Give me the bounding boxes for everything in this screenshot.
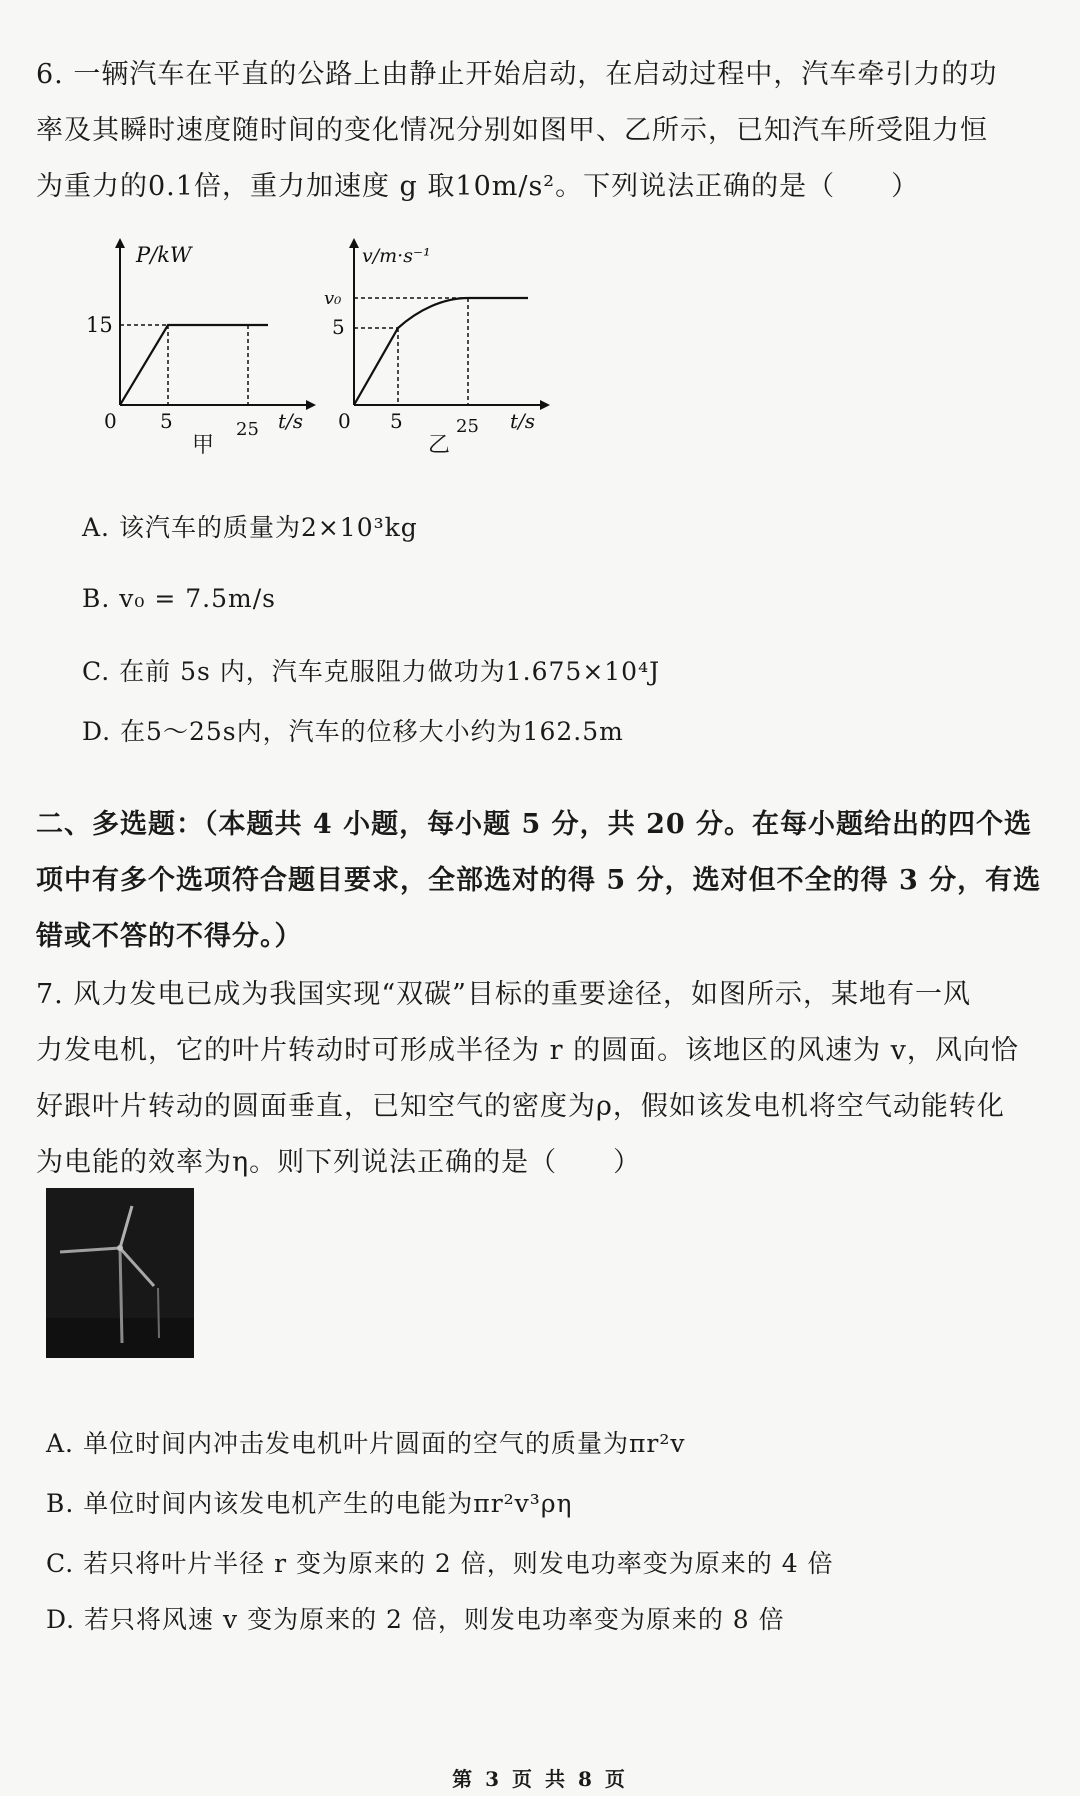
graph-caption-yi: 乙 — [428, 433, 451, 458]
y-axis-arrow — [115, 238, 125, 248]
section2-line-2: 项中有多个选项符合题目要求，全部选对的得 5 分，选对但不全的得 3 分，有选 — [36, 865, 1042, 896]
q7-option-c[interactable]: C. 若只将叶片半径 r 变为原来的 2 倍，则发电功率变为原来的 4 倍 — [46, 1549, 834, 1578]
section2-line-3: 错或不答的不得分。） — [36, 921, 303, 952]
x-tick-0: 0 — [104, 409, 117, 433]
q6-line-2: 率及其瞬时速度随时间的变化情况分别如图甲、乙所示，已知汽车所受阻力恒 — [36, 115, 988, 146]
power-time-graph — [80, 230, 320, 458]
turbine-tower-far — [158, 1288, 159, 1338]
turbine-hub — [117, 1245, 123, 1251]
x-tick-5: 5 — [390, 409, 403, 433]
q6-line-3: 为重力的0.1倍，重力加速度 g 取10m/s²。下列说法正确的是（ ） — [36, 171, 920, 202]
q7-option-b[interactable]: B. 单位时间内该发电机产生的电能为πr²v³ρη — [46, 1489, 573, 1518]
velocity-time-graph — [318, 230, 558, 458]
x-axis-arrow — [540, 400, 550, 410]
y-axis-arrow — [349, 238, 359, 248]
q6-option-c[interactable]: C. 在前 5s 内，汽车克服阻力做功为1.675×10⁴J — [82, 657, 661, 686]
graph-caption-jia: 甲 — [192, 433, 215, 458]
x-tick-25: 25 — [456, 416, 479, 437]
q7-option-d[interactable]: D. 若只将风速 v 变为原来的 2 倍，则发电功率变为原来的 8 倍 — [46, 1605, 785, 1634]
x-tick-0: 0 — [338, 409, 351, 433]
wind-turbine-photo — [46, 1188, 194, 1358]
q6-line-1: 6. 一辆汽车在平直的公路上由静止开始启动，在启动过程中，汽车牵引力的功 — [36, 59, 998, 90]
q7-line-4: 为电能的效率为η。则下列说法正确的是（ ） — [36, 1147, 642, 1178]
x-axis-label: t/s — [278, 409, 304, 433]
q7-option-a[interactable]: A. 单位时间内冲击发电机叶片圆面的空气的质量为πr²v — [46, 1429, 686, 1458]
x-tick-25: 25 — [236, 419, 259, 440]
q7-line-2: 力发电机，它的叶片转动时可形成半径为 r 的圆面。该地区的风速为 v，风向恰 — [36, 1035, 1019, 1066]
q6-option-d[interactable]: D. 在5～25s内，汽车的位移大小约为162.5m — [82, 717, 624, 746]
q6-option-a[interactable]: A. 该汽车的质量为2×10³kg — [82, 513, 418, 542]
x-axis-label: t/s — [510, 409, 536, 433]
page-footer: 第 3 页 共 8 页 — [452, 1767, 628, 1791]
y-tick-15: 15 — [86, 313, 113, 337]
section2-line-1: 二、多选题：（本题共 4 小题，每小题 5 分，共 20 分。在每小题给出的四个选 — [36, 809, 1033, 840]
y-axis-label: P/kW — [136, 243, 192, 267]
q7-line-3: 好跟叶片转动的圆面垂直，已知空气的密度为ρ，假如该发电机将空气动能转化 — [36, 1091, 1005, 1122]
q6-option-b[interactable]: B. v₀ = 7.5m/s — [82, 584, 276, 613]
y-tick-v0: v₀ — [324, 288, 342, 309]
velocity-curve — [354, 298, 528, 405]
x-tick-5: 5 — [160, 409, 173, 433]
y-axis-label: v/m·s⁻¹ — [362, 245, 431, 267]
y-tick-5: 5 — [332, 315, 345, 339]
q7-line-1: 7. 风力发电已成为我国实现“双碳”目标的重要途径，如图所示，某地有一风 — [36, 979, 971, 1010]
power-curve — [120, 325, 268, 405]
turbine-tower — [120, 1248, 122, 1343]
x-axis-arrow — [306, 400, 316, 410]
